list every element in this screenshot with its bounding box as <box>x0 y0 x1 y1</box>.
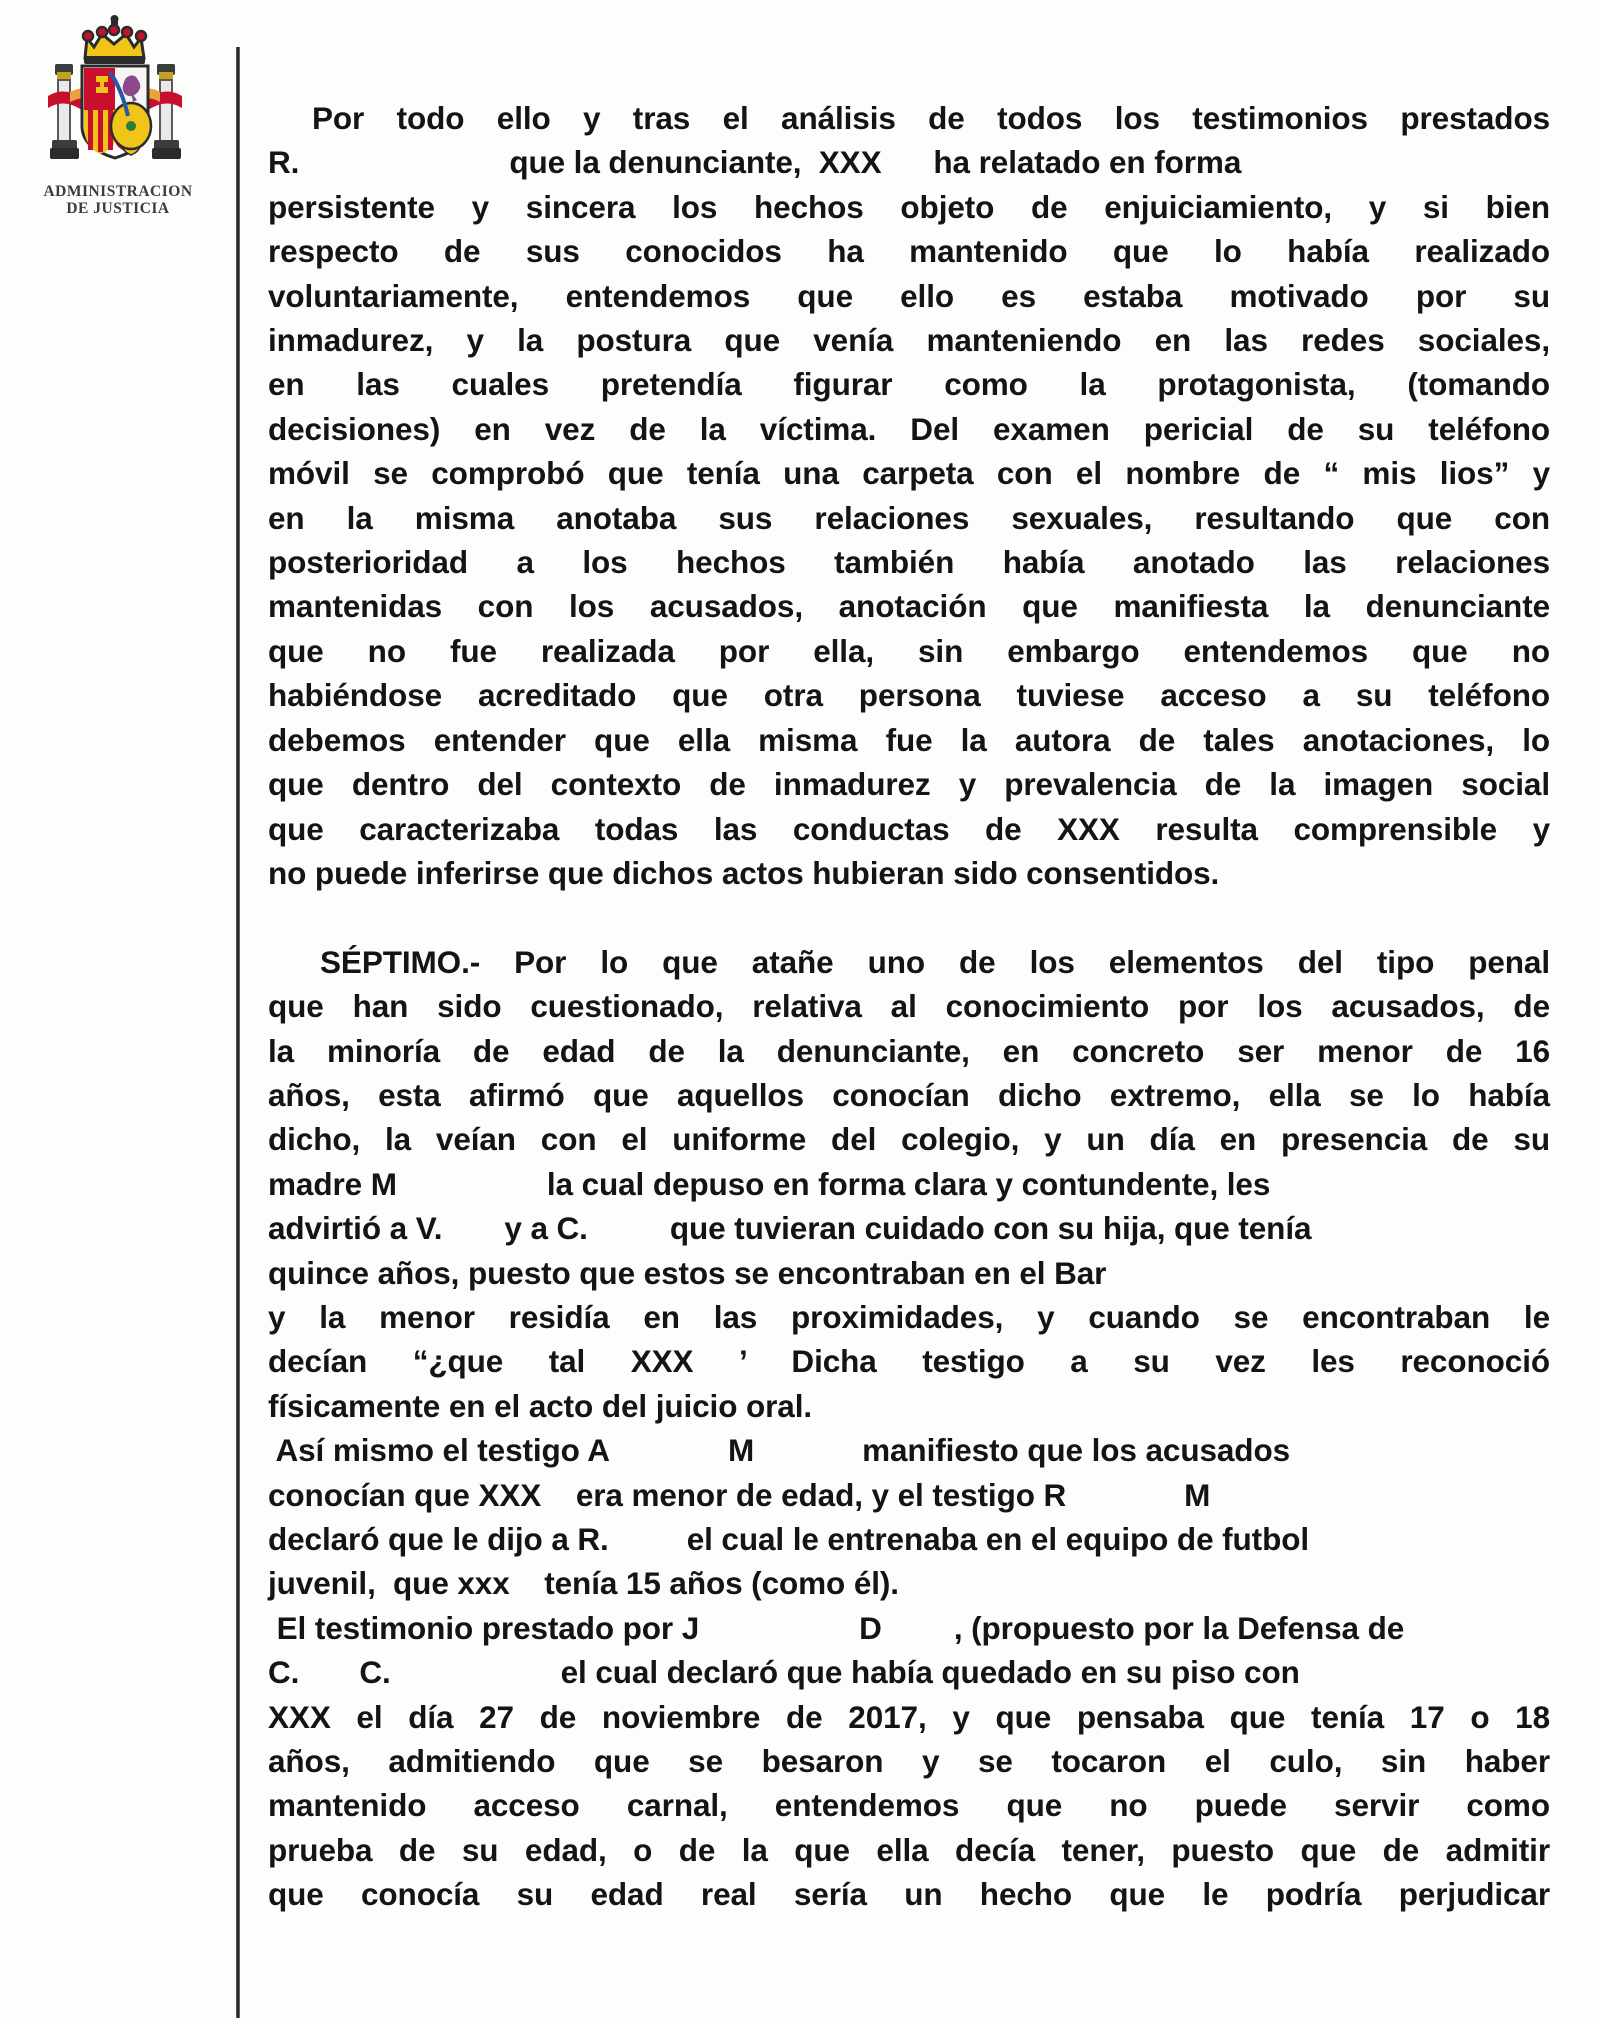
line-prefix: conocían que XXX era menor de edad, y el testigo R <box>268 1476 1067 1513</box>
document-body <box>268 96 1550 1917</box>
text-line-with-redaction <box>268 1162 1550 1206</box>
text-line: que han sido cuestionado, relativa al conocimiento por los acusados, de <box>268 988 1550 1025</box>
text-line: posterioridad a los hechos también había anotado las relaciones <box>268 544 1550 581</box>
line-suffix: manifiesto que los acusados <box>862 1432 1291 1469</box>
text-line: dicho, la veían con el uniforme del colegio, y un día en presencia de su <box>268 1121 1550 1158</box>
line-suffix: , (propuesto por la Defensa de <box>953 1609 1405 1646</box>
line-middle: D <box>859 1609 882 1646</box>
text-line-with-redaction <box>268 140 1550 184</box>
text-line-with-redaction <box>268 1517 1550 1561</box>
text-line: físicamente en el acto del juicio oral. <box>268 1387 813 1424</box>
text-line: en las cuales pretendía figurar como la protagonista, (tomando <box>268 366 1550 403</box>
text-line: en la misma anotaba sus relaciones sexuales, resultando que con <box>268 499 1550 536</box>
text-line: decisiones) en vez de la víctima. Del examen pericial de su teléfono <box>268 410 1550 447</box>
text-line-with-redaction <box>268 1606 1550 1650</box>
paragraph-testimonio-j-d <box>268 1606 1550 1917</box>
paragraph-septimo <box>268 940 1550 1428</box>
text-line: que no fue realizada por ella, sin embargo entendemos que no <box>268 632 1550 669</box>
paragraph-spacer <box>268 895 1550 939</box>
emblem-block <box>18 14 218 217</box>
text-line: quince años, puesto que estos se encontraban en el Bar <box>268 1254 1107 1291</box>
text-line: Por todo ello y tras el análisis de todos los testimonios prestados <box>312 100 1550 136</box>
text-line: la minoría de edad de la denunciante, en concreto ser menor de 16 <box>268 1032 1550 1069</box>
line-prefix: R. <box>268 144 300 181</box>
text-line: años, esta afirmó que aquellos conocían dicho extremo, ella se lo había <box>268 1076 1550 1113</box>
section-heading-line: SÉPTIMO.- Por lo que atañe uno de los elementos del tipo penal <box>320 943 1550 980</box>
emblem-caption <box>18 184 218 217</box>
left-margin-column <box>0 0 238 2018</box>
text-line: respecto de sus conocidos ha mantenido que lo había realizado <box>268 233 1550 270</box>
text-line-with-redaction <box>268 1650 1550 1694</box>
text-line: inmadurez, y la postura que venía manteniendo en las redes sociales, <box>268 322 1550 359</box>
emblem-caption-line-1: ADMINISTRACION <box>43 183 193 200</box>
text-line: años, admitiendo que se besaron y se tocaron el culo, sin haber <box>268 1743 1550 1780</box>
text-line: y la menor residía en las proximidades, y cuando se encontraban le <box>268 1298 1550 1335</box>
vertical-margin-rule <box>236 47 240 2018</box>
text-line: no puede inferirse que dichos actos hubieran sido consentidos. <box>268 854 1220 891</box>
line-suffix: M <box>1184 1476 1211 1513</box>
text-line: persistente y sincera los hechos objeto de enjuiciamiento, y si bien <box>268 188 1550 225</box>
text-line: que conocía su edad real sería un hecho que le podría perjudicar <box>268 1876 1550 1913</box>
line-prefix: Así mismo el testigo A <box>268 1432 610 1469</box>
text-line: habiéndose acreditado que otra persona tuviese acceso a su teléfono <box>268 677 1550 714</box>
emblem-caption-line-2: DE JUSTICIA <box>66 199 170 217</box>
paragraph-conclusion <box>268 96 1550 895</box>
line-suffix: el cual declaró que había quedado en su piso con <box>560 1654 1300 1691</box>
text-line: voluntariamente, entendemos que ello es estaba motivado por su <box>268 277 1550 314</box>
line-prefix: El testimonio prestado por J <box>268 1609 700 1646</box>
line-suffix: que tuvieran cuidado con su hija, que tenía <box>669 1210 1312 1247</box>
text-line: mantenidas con los acusados, anotación que manifiesta la denunciante <box>268 588 1550 625</box>
text-line-with-redaction <box>268 1428 1550 1472</box>
text-line-with-redaction <box>268 1206 1550 1250</box>
spanish-coat-of-arms-icon <box>30 14 206 182</box>
line-prefix: madre M <box>268 1165 397 1202</box>
text-line: que caracterizaba todas las conductas de XXX resulta comprensible y <box>268 810 1550 847</box>
paragraph-testigo-a-m <box>268 1428 1550 1606</box>
text-line-with-redaction <box>268 1473 1550 1517</box>
line-middle: C. <box>359 1654 391 1691</box>
line-middle: M <box>727 1432 755 1469</box>
line-middle: y a C. <box>504 1210 588 1247</box>
line-prefix: advirtió a V. <box>268 1210 443 1247</box>
line-suffix: la cual depuso en forma clara y contundente, les <box>546 1165 1271 1202</box>
text-line: prueba de su edad, o de la que ella decía tener, puesto que de admitir <box>268 1831 1550 1868</box>
line-suffix: el cual le entrenaba en el equipo de futbol <box>686 1520 1310 1557</box>
text-line: mantenido acceso carnal, entendemos que no puede servir como <box>268 1787 1550 1824</box>
text-line: debemos entender que ella misma fue la autora de tales anotaciones, lo <box>268 721 1550 758</box>
line-prefix: C. <box>268 1654 300 1691</box>
text-line: que dentro del contexto de inmadurez y prevalencia de la imagen social <box>268 766 1550 803</box>
text-line: móvil se comprobó que tenía una carpeta con el nombre de “ mis lios” y <box>268 455 1550 492</box>
text-line: juvenil, que xxx tenía 15 años (como él). <box>268 1565 899 1602</box>
text-line: XXX el día 27 de noviembre de 2017, y que pensaba que tenía 17 o 18 <box>268 1698 1550 1735</box>
line-prefix: declaró que le dijo a R. <box>268 1520 609 1557</box>
line-suffix: que la denunciante, XXX ha relatado en forma <box>509 144 1242 181</box>
text-line: decían “¿que tal XXX ’ Dicha testigo a su vez les reconoció <box>268 1343 1550 1380</box>
